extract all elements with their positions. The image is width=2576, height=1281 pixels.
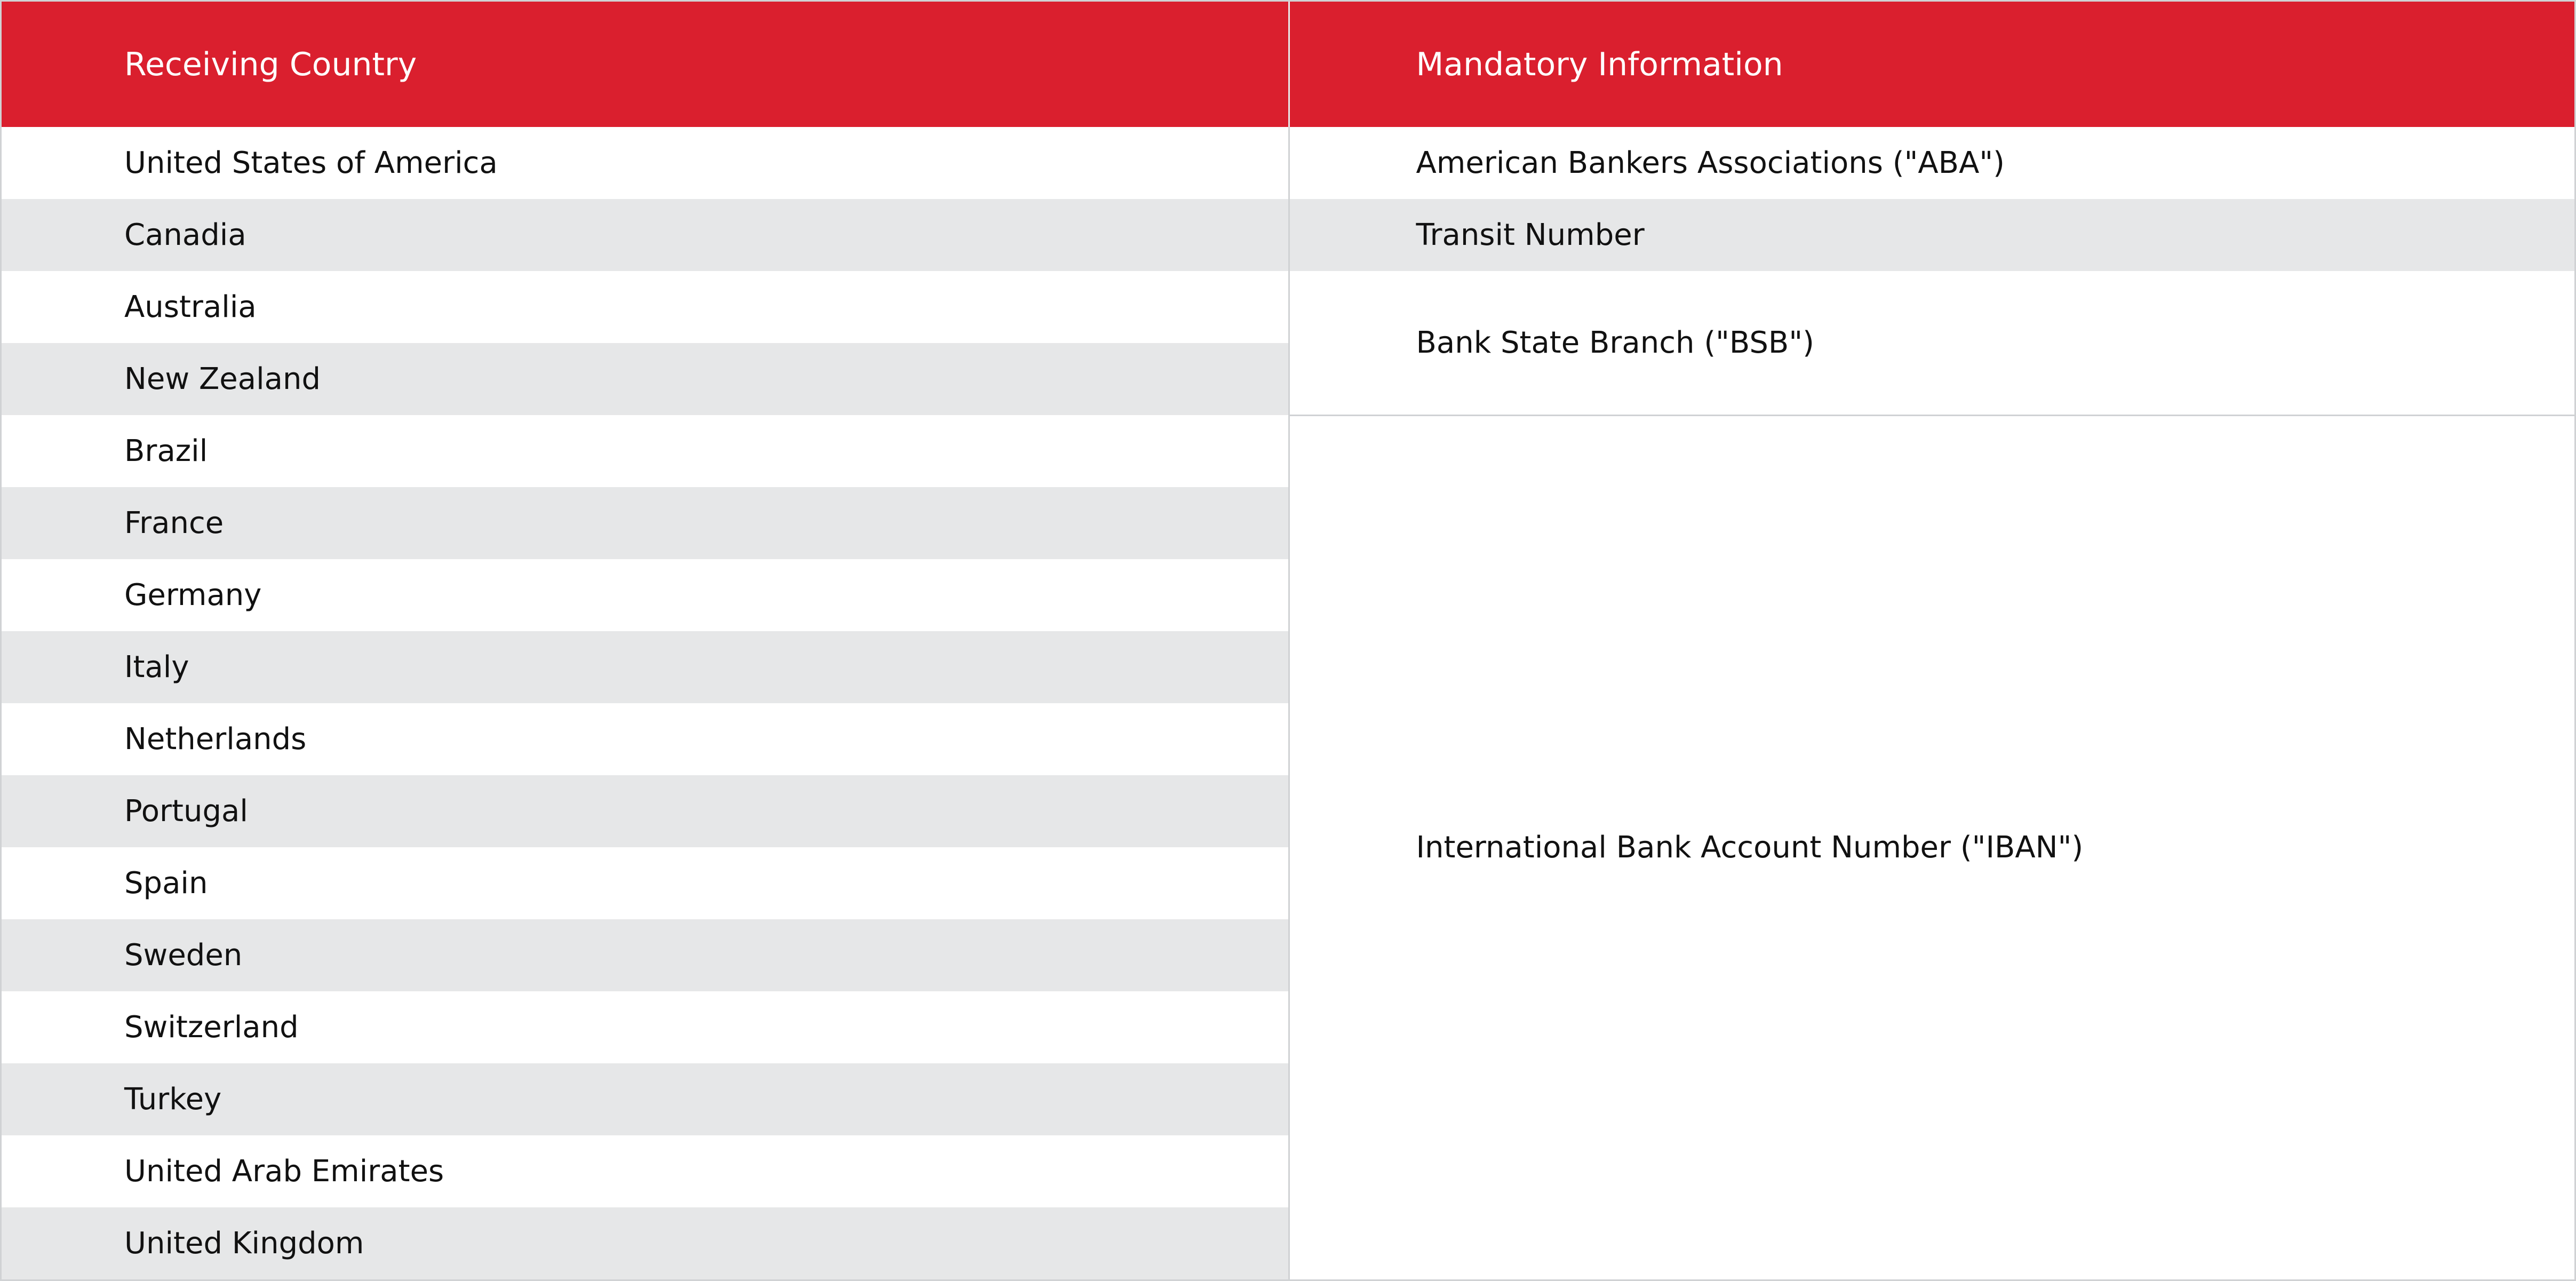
table-row bbox=[2, 199, 2574, 271]
table-row bbox=[2, 271, 2574, 343]
info-cell-transit: Transit Number bbox=[1289, 199, 2574, 271]
info-cell-aba: American Bankers Associations ("ABA") bbox=[1289, 127, 2574, 199]
country-cell: Brazil bbox=[2, 415, 1289, 487]
country-cell: United States of America bbox=[2, 127, 1289, 199]
country-cell: Australia bbox=[2, 271, 1289, 343]
country-cell: Germany bbox=[2, 559, 1289, 631]
table-row bbox=[2, 415, 2574, 487]
country-cell: Spain bbox=[2, 847, 1289, 919]
country-cell: Sweden bbox=[2, 919, 1289, 991]
table-header bbox=[2, 2, 2574, 127]
country-cell: Portugal bbox=[2, 775, 1289, 847]
header-row bbox=[2, 2, 2574, 127]
country-cell: United Arab Emirates bbox=[2, 1135, 1289, 1207]
country-cell: United Kingdom bbox=[2, 1207, 1289, 1279]
header-receiving-country: Receiving Country bbox=[2, 2, 1289, 127]
country-cell: Netherlands bbox=[2, 703, 1289, 775]
country-cell: New Zealand bbox=[2, 343, 1289, 415]
info-cell-bsb: Bank State Branch ("BSB") bbox=[1289, 271, 2574, 415]
country-cell: Switzerland bbox=[2, 991, 1289, 1063]
info-cell-iban: International Bank Account Number ("IBAN") bbox=[1289, 415, 2574, 1279]
table-row bbox=[2, 127, 2574, 199]
table-body bbox=[2, 127, 2574, 1279]
country-cell: Canadia bbox=[2, 199, 1289, 271]
mandatory-info-table bbox=[2, 2, 2574, 1279]
country-cell: Italy bbox=[2, 631, 1289, 703]
country-cell: France bbox=[2, 487, 1289, 559]
header-mandatory-information: Mandatory Information bbox=[1289, 2, 2574, 127]
country-cell: Turkey bbox=[2, 1063, 1289, 1135]
